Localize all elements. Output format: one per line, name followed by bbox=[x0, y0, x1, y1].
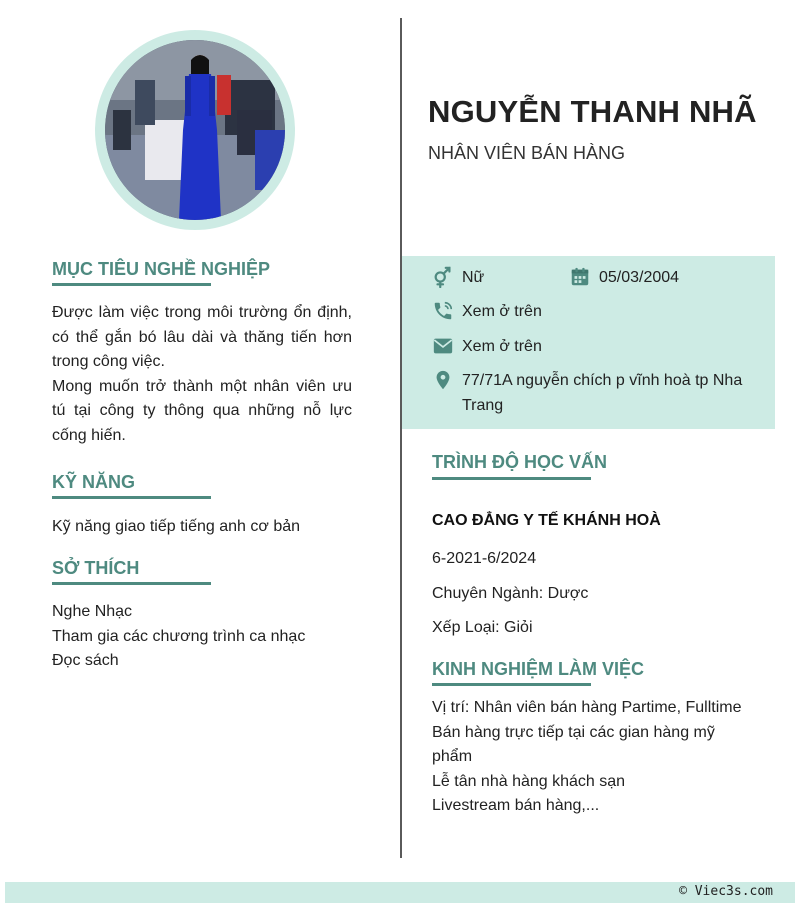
hobby-item: Đọc sách bbox=[52, 652, 119, 669]
profile-photo-image bbox=[105, 40, 285, 220]
career-objective-underline bbox=[52, 283, 211, 286]
experience-item: Vị trí: Nhân viên bán hàng Partime, Fulltime bbox=[432, 699, 742, 716]
footer-bar bbox=[5, 882, 795, 903]
profile-photo bbox=[105, 40, 285, 220]
hobbies-title: SỞ THÍCH bbox=[52, 558, 140, 578]
gender-icon bbox=[432, 266, 454, 288]
education-title: TRÌNH ĐỘ HỌC VẤN bbox=[432, 452, 607, 472]
email-value: Xem ở trên bbox=[462, 338, 542, 355]
experience-underline bbox=[432, 683, 591, 686]
gender-value: Nữ bbox=[462, 269, 485, 286]
career-objective-paragraph: Mong muốn trở thành một nhân viên ưu tú tại công ty thông qua những nỗ lực cống hiến. bbox=[52, 377, 352, 444]
experience-item: Bán hàng trực tiếp tại các gian hàng mỹ phẩm bbox=[432, 723, 715, 765]
education-rank: Xếp Loại: Giỏi bbox=[432, 619, 533, 636]
career-objective-title: MỤC TIÊU NGHỀ NGHIỆP bbox=[52, 259, 271, 279]
skill-item: Kỹ năng giao tiếp tiếng anh cơ bản bbox=[52, 518, 301, 535]
hobbies-list bbox=[52, 600, 352, 674]
career-objective-paragraph: Được làm việc trong môi trường ổn định, có thể gắn bó lâu dài và thăng tiến hơn trong công việc. bbox=[52, 304, 352, 370]
phone-icon bbox=[432, 300, 454, 322]
envelope-icon bbox=[432, 335, 454, 357]
avatar bbox=[95, 30, 295, 230]
education-period: 6-2021-6/2024 bbox=[432, 550, 537, 567]
experience-title: KINH NGHIỆM LÀM VIỆC bbox=[432, 659, 645, 679]
hobby-item: Tham gia các chương trình ca nhạc bbox=[52, 627, 306, 645]
calendar-icon bbox=[569, 266, 591, 288]
contact-panel bbox=[402, 256, 775, 429]
skills-underline bbox=[52, 496, 211, 499]
experience-list bbox=[432, 696, 752, 819]
map-pin-icon bbox=[432, 369, 454, 391]
career-objective-text bbox=[52, 301, 352, 448]
education-underline bbox=[432, 477, 591, 480]
experience-item: Livestream bán hàng,... bbox=[432, 797, 600, 814]
full-name: NGUYỄN THANH NHÃ bbox=[428, 94, 757, 129]
birthday-value: 05/03/2004 bbox=[599, 269, 680, 286]
hobbies-underline bbox=[52, 582, 211, 585]
skills-title: KỸ NĂNG bbox=[52, 472, 136, 492]
footer-watermark: © Viec3s.com bbox=[679, 884, 773, 899]
job-title: NHÂN VIÊN BÁN HÀNG bbox=[428, 143, 626, 163]
school-name: CAO ĐẲNG Y TẾ KHÁNH HOÀ bbox=[432, 512, 661, 529]
hobby-item: Nghe Nhạc bbox=[52, 603, 133, 620]
skills-list bbox=[52, 515, 352, 540]
address-value: 77/71A nguyễn chích p vĩnh hoà tp Nha Trang bbox=[462, 372, 743, 414]
phone-value: Xem ở trên bbox=[462, 303, 542, 320]
experience-item: Lễ tân nhà hàng khách sạn bbox=[432, 772, 626, 790]
column-divider bbox=[400, 18, 402, 858]
education-major: Chuyên Ngành: Dược bbox=[432, 585, 589, 602]
